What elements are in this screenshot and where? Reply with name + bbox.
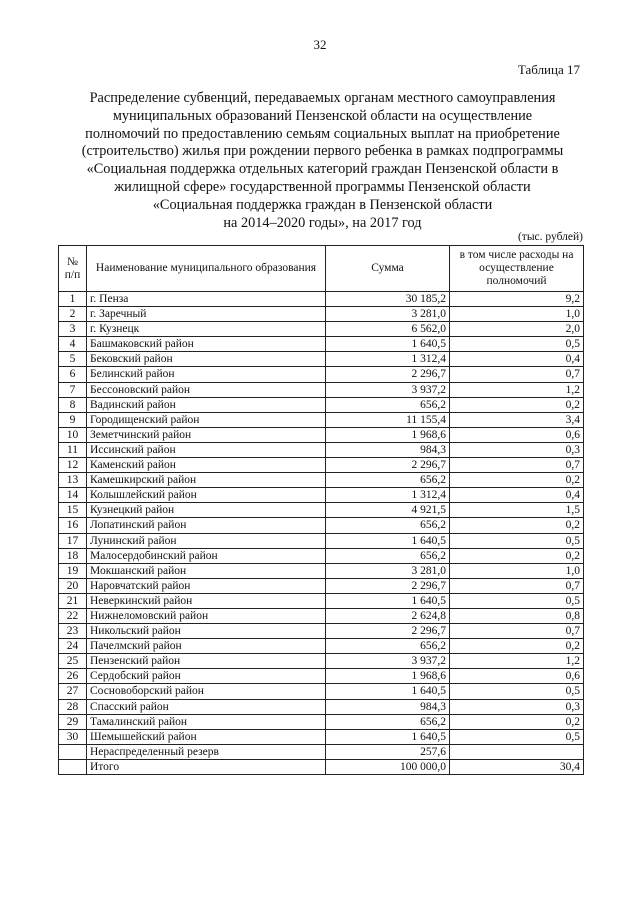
municipality-cell: Малосердобинский район (87, 548, 326, 563)
municipality-cell: Спасский район (87, 699, 326, 714)
municipality-cell: Наровчатский район (87, 578, 326, 593)
row-number-cell: 29 (59, 714, 87, 729)
amount-cell: 4 921,5 (326, 503, 450, 518)
table-row (59, 729, 584, 744)
header-incl: в том числе расходы на осуществление полномочий (450, 246, 584, 292)
municipality-cell: Лопатинский район (87, 518, 326, 533)
table-row (59, 412, 584, 427)
row-number-cell: 23 (59, 624, 87, 639)
included-expenses-cell: 0,4 (450, 488, 584, 503)
amount-cell: 656,2 (326, 518, 450, 533)
table-row (59, 473, 584, 488)
included-expenses-cell: 1,5 (450, 503, 584, 518)
table-row (59, 578, 584, 593)
municipality-cell: Кузнецкий район (87, 503, 326, 518)
included-expenses-cell: 9,2 (450, 292, 584, 307)
table-row (59, 593, 584, 608)
title-line: полномочий по предоставлению семьям социальных выплат на приобретение (85, 125, 560, 142)
header-num: № п/п (59, 246, 87, 292)
header-sum: Сумма (326, 246, 450, 292)
included-expenses-cell: 0,2 (450, 639, 584, 654)
amount-cell: 1 312,4 (326, 488, 450, 503)
included-expenses-cell: 0,7 (450, 578, 584, 593)
row-number-cell: 8 (59, 397, 87, 412)
row-number-cell (59, 759, 87, 774)
included-expenses-cell: 1,0 (450, 307, 584, 322)
included-expenses-cell: 0,2 (450, 518, 584, 533)
table-row (59, 699, 584, 714)
included-expenses-cell: 0,4 (450, 352, 584, 367)
municipality-cell: Пензенский район (87, 654, 326, 669)
municipality-cell: Белинский район (87, 367, 326, 382)
row-number-cell: 9 (59, 412, 87, 427)
table-label: Таблица 17 (517, 62, 580, 77)
row-number-cell: 6 (59, 367, 87, 382)
included-expenses-cell: 1,2 (450, 654, 584, 669)
included-expenses-cell: 0,5 (450, 533, 584, 548)
row-number-cell: 14 (59, 488, 87, 503)
header-name: Наименование муниципального образования (87, 246, 326, 292)
municipality-cell: Колышлейский район (87, 488, 326, 503)
table-row (59, 714, 584, 729)
row-number-cell: 30 (59, 729, 87, 744)
amount-cell: 656,2 (326, 639, 450, 654)
included-expenses-cell: 0,3 (450, 442, 584, 457)
included-expenses-cell: 1,0 (450, 563, 584, 578)
amount-cell: 1 640,5 (326, 684, 450, 699)
amount-cell: 1 640,5 (326, 729, 450, 744)
row-number-cell: 25 (59, 654, 87, 669)
municipality-cell: г. Кузнецк (87, 322, 326, 337)
table-row (59, 624, 584, 639)
amount-cell: 656,2 (326, 473, 450, 488)
included-expenses-cell: 2,0 (450, 322, 584, 337)
municipality-cell: Сердобский район (87, 669, 326, 684)
amount-cell: 3 281,0 (326, 307, 450, 322)
included-expenses-cell: 0,5 (450, 684, 584, 699)
municipality-cell: г. Заречный (87, 307, 326, 322)
row-number-cell: 19 (59, 563, 87, 578)
row-number-cell: 28 (59, 699, 87, 714)
included-expenses-cell: 0,7 (450, 624, 584, 639)
row-number-cell: 12 (59, 458, 87, 473)
row-number-cell: 24 (59, 639, 87, 654)
row-number-cell: 4 (59, 337, 87, 352)
included-expenses-cell: 0,5 (450, 593, 584, 608)
row-number-cell: 13 (59, 473, 87, 488)
municipality-cell: Нижнеломовский район (87, 608, 326, 623)
municipality-cell: Тамалинский район (87, 714, 326, 729)
included-expenses-cell: 30,4 (450, 759, 584, 774)
municipality-cell: Вадинский район (87, 397, 326, 412)
document-title (50, 90, 595, 232)
municipality-cell: Сосновоборский район (87, 684, 326, 699)
table-row (59, 548, 584, 563)
municipality-cell: Лунинский район (87, 533, 326, 548)
title-line: «Социальная поддержка граждан в Пензенской области (152, 196, 493, 213)
municipality-cell: Городищенский район (87, 412, 326, 427)
table-row (59, 684, 584, 699)
title-line: на 2014–2020 годы», на 2017 год (223, 214, 422, 231)
row-number-cell: 11 (59, 442, 87, 457)
amount-cell: 2 296,7 (326, 624, 450, 639)
amount-cell: 1 640,5 (326, 533, 450, 548)
row-number-cell: 15 (59, 503, 87, 518)
municipality-cell: Пачелмский район (87, 639, 326, 654)
municipality-cell: Камешкирский район (87, 473, 326, 488)
table-row (59, 322, 584, 337)
table-row (59, 608, 584, 623)
row-number-cell (59, 744, 87, 759)
included-expenses-cell: 0,6 (450, 427, 584, 442)
table-row (59, 744, 584, 759)
amount-cell: 2 296,7 (326, 578, 450, 593)
municipality-cell: Никольский район (87, 624, 326, 639)
table-row (59, 427, 584, 442)
amount-cell: 3 937,2 (326, 654, 450, 669)
amount-cell: 656,2 (326, 714, 450, 729)
municipality-cell: Земетчинский район (87, 427, 326, 442)
table-row (59, 503, 584, 518)
table-row (59, 488, 584, 503)
municipality-cell: Неверкинский район (87, 593, 326, 608)
included-expenses-cell: 1,2 (450, 382, 584, 397)
included-expenses-cell: 0,3 (450, 699, 584, 714)
row-number-cell: 5 (59, 352, 87, 367)
amount-cell: 3 281,0 (326, 563, 450, 578)
municipality-cell: Бессоновский район (87, 382, 326, 397)
amount-cell: 2 296,7 (326, 458, 450, 473)
table-row (59, 442, 584, 457)
municipality-cell: Башмаковский район (87, 337, 326, 352)
included-expenses-cell: 0,6 (450, 669, 584, 684)
amount-cell: 2 296,7 (326, 367, 450, 382)
municipality-cell: Итого (87, 759, 326, 774)
table-header-row (59, 246, 584, 292)
included-expenses-cell: 3,4 (450, 412, 584, 427)
row-number-cell: 21 (59, 593, 87, 608)
table-row (59, 563, 584, 578)
table-row (59, 759, 584, 774)
table-row (59, 458, 584, 473)
title-line: муниципальных образований Пензенской области на осуществление (112, 107, 533, 124)
table-row (59, 533, 584, 548)
page-number: 32 (313, 37, 327, 52)
table-row (59, 518, 584, 533)
included-expenses-cell: 0,2 (450, 548, 584, 563)
amount-cell: 1 968,6 (326, 427, 450, 442)
included-expenses-cell: 0,8 (450, 608, 584, 623)
included-expenses-cell: 0,2 (450, 473, 584, 488)
included-expenses-cell: 0,5 (450, 729, 584, 744)
municipality-cell: г. Пенза (87, 292, 326, 307)
row-number-cell: 1 (59, 292, 87, 307)
included-expenses-cell: 0,2 (450, 714, 584, 729)
row-number-cell: 20 (59, 578, 87, 593)
table-row (59, 669, 584, 684)
table-row (59, 352, 584, 367)
row-number-cell: 22 (59, 608, 87, 623)
amount-cell: 100 000,0 (326, 759, 450, 774)
title-line: «Социальная поддержка отдельных категорий граждан Пензенской области в (86, 161, 559, 178)
row-number-cell: 26 (59, 669, 87, 684)
amount-cell: 984,3 (326, 442, 450, 457)
municipality-cell: Иссинский район (87, 442, 326, 457)
amount-cell: 6 562,0 (326, 322, 450, 337)
table-row (59, 654, 584, 669)
row-number-cell: 10 (59, 427, 87, 442)
amount-cell: 1 968,6 (326, 669, 450, 684)
subsidy-table (58, 245, 584, 775)
row-number-cell: 17 (59, 533, 87, 548)
table-row (59, 639, 584, 654)
row-number-cell: 27 (59, 684, 87, 699)
amount-cell: 1 312,4 (326, 352, 450, 367)
amount-cell: 30 185,2 (326, 292, 450, 307)
row-number-cell: 16 (59, 518, 87, 533)
amount-cell: 656,2 (326, 548, 450, 563)
table-row (59, 292, 584, 307)
table-row (59, 382, 584, 397)
municipality-cell: Каменский район (87, 458, 326, 473)
row-number-cell: 2 (59, 307, 87, 322)
included-expenses-cell (450, 744, 584, 759)
included-expenses-cell: 0,2 (450, 397, 584, 412)
row-number-cell: 7 (59, 382, 87, 397)
municipality-cell: Нераспределенный резерв (87, 744, 326, 759)
municipality-cell: Бековский район (87, 352, 326, 367)
amount-cell: 984,3 (326, 699, 450, 714)
title-line: жилищной сфере» государственной программы Пензенской области (114, 178, 531, 195)
title-line: (строительство) жилья при рождении первого ребенка в рамках подпрограммы (81, 143, 564, 160)
amount-cell: 11 155,4 (326, 412, 450, 427)
amount-cell: 1 640,5 (326, 593, 450, 608)
row-number-cell: 3 (59, 322, 87, 337)
table-row (59, 397, 584, 412)
included-expenses-cell: 0,7 (450, 458, 584, 473)
amount-cell: 3 937,2 (326, 382, 450, 397)
amount-cell: 257,6 (326, 744, 450, 759)
amount-cell: 1 640,5 (326, 337, 450, 352)
table-row (59, 367, 584, 382)
included-expenses-cell: 0,7 (450, 367, 584, 382)
table-row (59, 337, 584, 352)
units-label: (тыс. рублей) (517, 231, 583, 243)
municipality-cell: Шемышейский район (87, 729, 326, 744)
table-row (59, 307, 584, 322)
amount-cell: 2 624,8 (326, 608, 450, 623)
title-line: Распределение субвенций, передаваемых органам местного самоуправления (89, 90, 556, 106)
table-body (59, 292, 584, 775)
municipality-cell: Мокшанский район (87, 563, 326, 578)
amount-cell: 656,2 (326, 397, 450, 412)
included-expenses-cell: 0,5 (450, 337, 584, 352)
row-number-cell: 18 (59, 548, 87, 563)
